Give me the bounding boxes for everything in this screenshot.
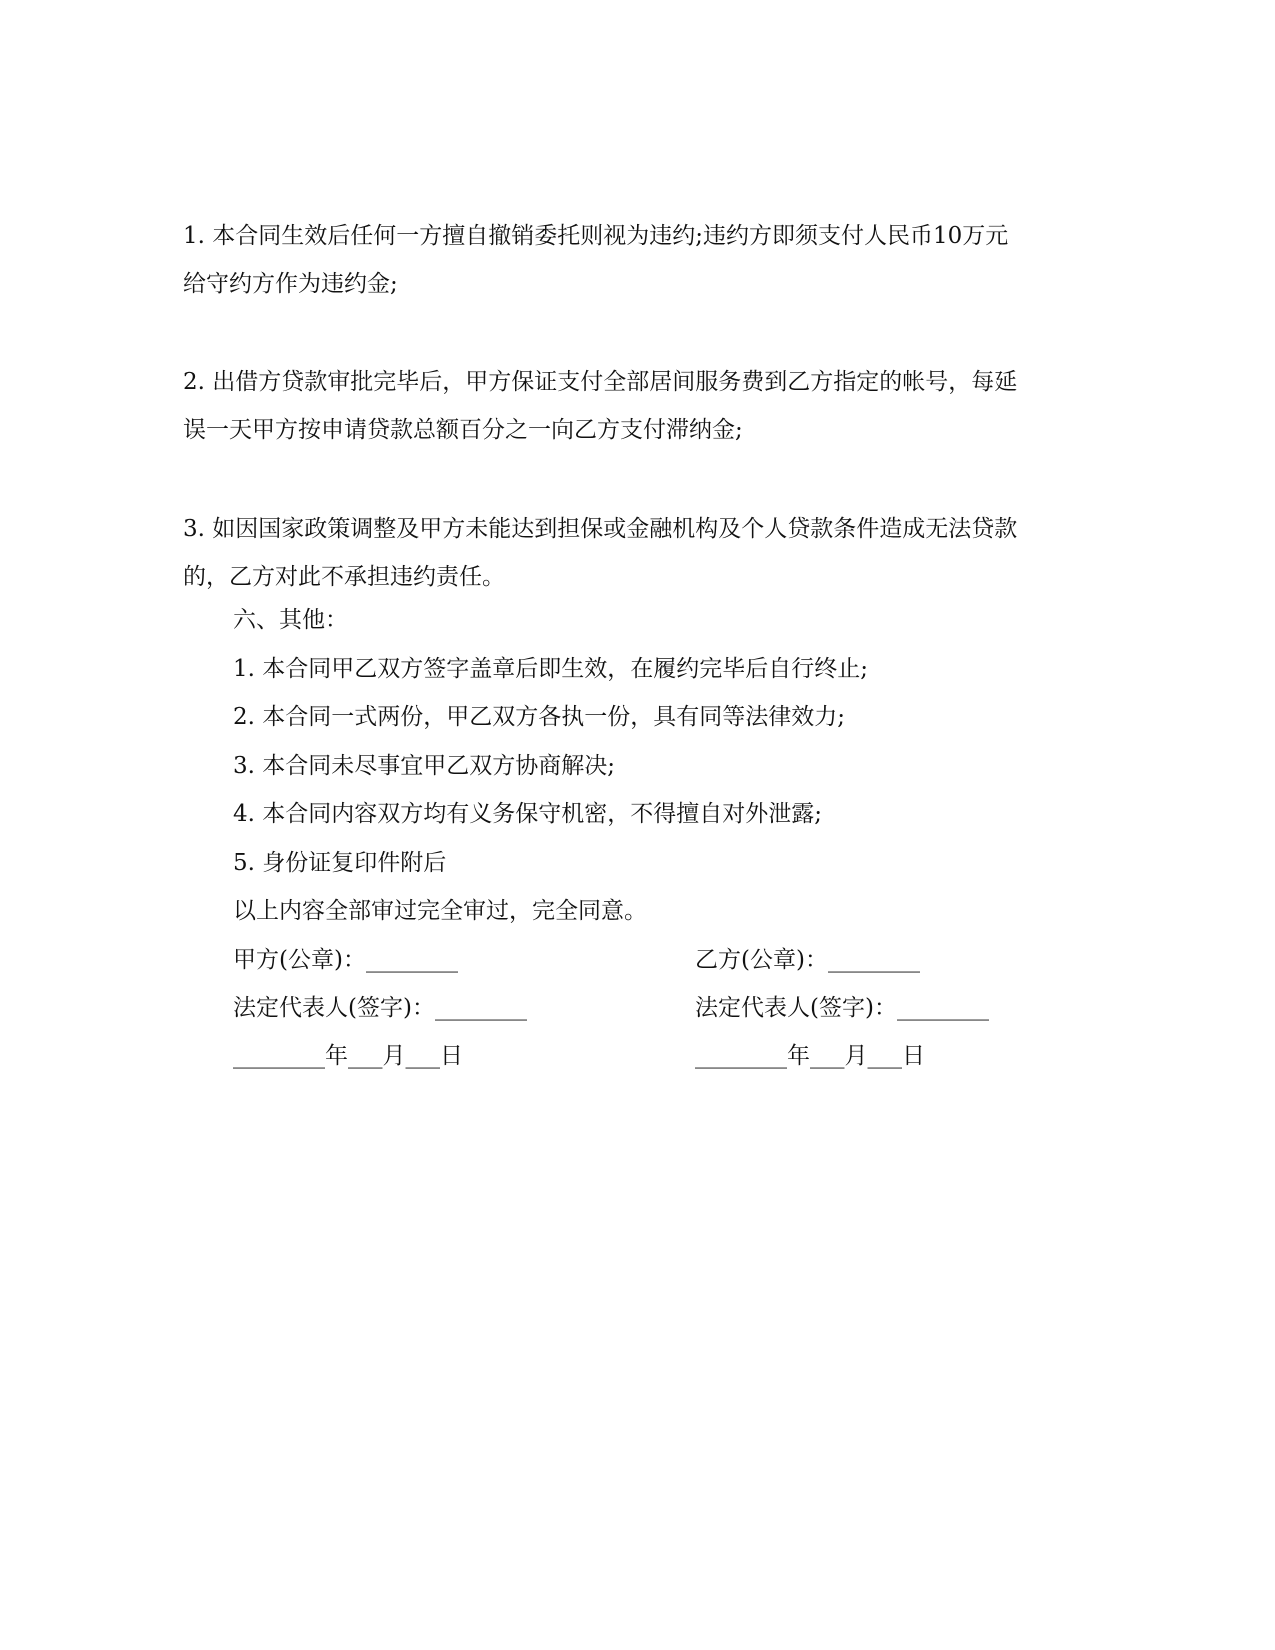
other-clause-4: 4. 本合同内容双方均有义务保守机密，不得擅自对外泄露; [233,801,823,827]
breach-clause-1 [183,212,1083,308]
breach-clause-1-line-1: 1. 本合同生效后任何一方擅自撤销委托则视为违约;违约方即须支付人民币10万元 [183,223,1009,249]
other-clause-1: 1. 本合同甲乙双方签字盖章后即生效，在履约完毕后自行终止; [233,656,869,682]
party-b-representative-field: 法定代表人(签字)：________ [695,995,989,1021]
agreement-statement: 以上内容全部审过完全审过，完全同意。 [233,898,647,924]
party-a-seal-field: 甲方(公章)：________ [233,947,458,973]
breach-clause-2 [183,358,1083,454]
section-heading-other: 六、其他： [233,607,348,633]
breach-clause-3 [183,505,1083,601]
other-clause-3: 3. 本合同未尽事宜甲乙双方协商解决; [233,753,616,779]
party-a-representative-field: 法定代表人(签字)：________ [233,995,527,1021]
party-b-seal-field: 乙方(公章)：________ [695,947,920,973]
breach-clause-2-line-2: 误一天甲方按申请贷款总额百分之一向乙方支付滞纳金; [183,417,743,443]
other-clause-2: 2. 本合同一式两份，甲乙双方各执一份，具有同等法律效力; [233,704,846,730]
party-a-date-field: ________年___月___日 [233,1043,463,1069]
breach-clause-3-line-1: 3. 如因国家政策调整及甲方未能达到担保或金融机构及个人贷款条件造成无法贷款 [183,516,1018,542]
breach-clause-2-line-1: 2. 出借方贷款审批完毕后，甲方保证支付全部居间服务费到乙方指定的帐号，每延 [183,369,1018,395]
other-clause-5: 5. 身份证复印件附后 [233,850,447,876]
breach-clause-1-line-2: 给守约方作为违约金; [183,271,398,297]
breach-clause-3-line-2: 的，乙方对此不承担违约责任。 [183,564,505,590]
party-b-date-field: ________年___月___日 [695,1043,925,1069]
